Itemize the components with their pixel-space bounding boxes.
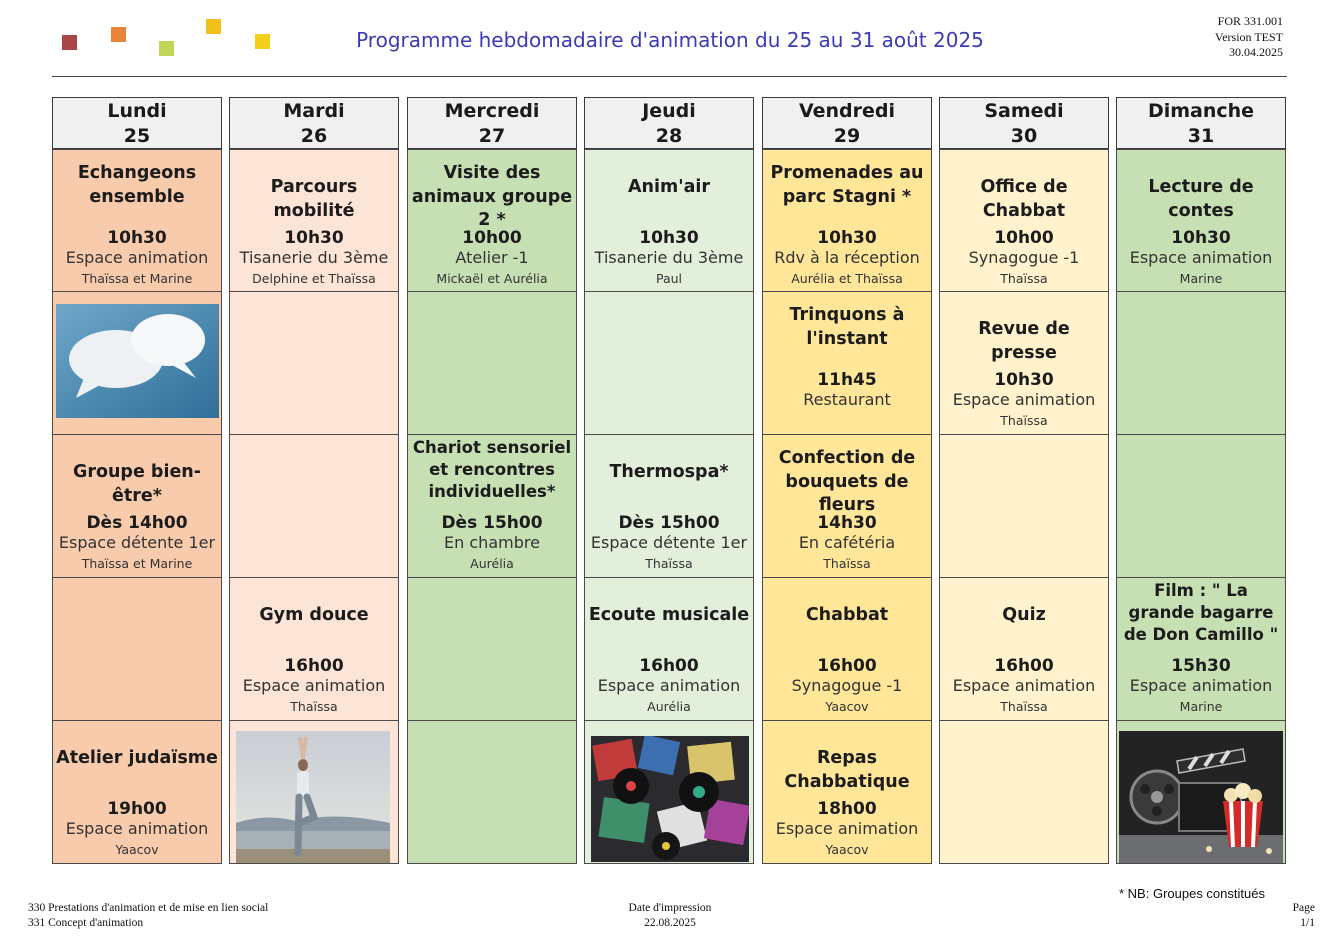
- activity-location: Espace détente 1er: [590, 533, 748, 552]
- activity-location: Espace détente 1er: [58, 533, 216, 552]
- activity-title: Atelier judaïsme: [56, 748, 218, 768]
- activity-title: Anim'air: [627, 177, 711, 197]
- activity-location: Espace animation: [242, 676, 386, 695]
- activity-time: 10h30: [994, 370, 1054, 390]
- activity-cell: [1116, 578, 1286, 721]
- logo-square: [255, 34, 270, 49]
- footer-print-date: [600, 901, 740, 931]
- activity-cell: [52, 149, 222, 292]
- day-column-lundi: [52, 97, 222, 864]
- activity-time: 16h00: [639, 656, 699, 676]
- day-header: [229, 97, 399, 149]
- image-cell: [584, 721, 754, 864]
- document-version: Version TEST: [1214, 29, 1283, 44]
- activity-staff: Aurélia et Thaïssa: [791, 271, 903, 286]
- activity-staff: Thaïssa: [290, 699, 338, 714]
- activity-cell: [1116, 149, 1286, 292]
- day-header: [52, 97, 222, 149]
- activity-staff: Paul: [655, 271, 683, 286]
- activity-time: 16h00: [284, 656, 344, 676]
- activity-time: 16h00: [994, 656, 1054, 676]
- activity-time: 18h00: [817, 799, 877, 819]
- activity-location: Espace animation: [65, 248, 209, 267]
- document-code: FOR 331.001: [1217, 14, 1283, 28]
- yoga-image: [236, 731, 390, 863]
- activity-time: 14h30: [817, 513, 877, 533]
- empty-cell: [407, 578, 577, 721]
- day-header: [584, 97, 754, 149]
- empty-cell: [229, 292, 399, 435]
- activity-staff: Thaïssa: [823, 556, 871, 571]
- speech-bubbles-image: [56, 304, 219, 418]
- activity-time: 10h30: [639, 228, 699, 248]
- logo-square: [111, 27, 126, 42]
- day-date: 25: [123, 125, 151, 147]
- day-name: Mercredi: [444, 100, 540, 122]
- activity-title: Groupe bien-être*: [72, 462, 202, 506]
- activity-cell: [584, 578, 754, 721]
- day-date: 29: [833, 125, 861, 147]
- day-date: 28: [655, 125, 683, 147]
- empty-cell: [407, 292, 577, 435]
- day-header: [762, 97, 932, 149]
- activity-title: Revue de presse: [978, 319, 1070, 363]
- activity-location: Espace animation: [952, 676, 1096, 695]
- activity-location: Espace animation: [1129, 248, 1273, 267]
- activity-staff: Marine: [1179, 699, 1223, 714]
- activity-cell: [762, 578, 932, 721]
- activity-time: 11h45: [817, 370, 877, 390]
- footer-service-line: 330 Prestations d'animation et de mise en lien social: [28, 902, 269, 914]
- day-header: [407, 97, 577, 149]
- activity-staff: Thaïssa: [1000, 699, 1048, 714]
- empty-cell: [584, 292, 754, 435]
- activity-cell: [939, 292, 1109, 435]
- empty-cell: [939, 435, 1109, 578]
- activity-location: En chambre: [444, 533, 540, 552]
- activity-title: Gym douce: [259, 605, 369, 625]
- activity-title: Parcours mobilité: [270, 177, 358, 221]
- activity-title: Confection de bouquets de fleurs: [778, 448, 916, 515]
- empty-cell: [229, 435, 399, 578]
- activity-title: Lecture de contes: [1148, 177, 1254, 221]
- activity-title: Chabbat: [805, 605, 889, 625]
- activity-cell: [407, 149, 577, 292]
- page-number: 1/1: [1300, 917, 1315, 929]
- activity-time: 10h30: [107, 228, 167, 248]
- activity-cell: [762, 149, 932, 292]
- day-column-vendredi: [762, 97, 932, 864]
- activity-cell: [229, 578, 399, 721]
- print-date-label: Date d'impression: [628, 902, 712, 914]
- cinema-clapper-popcorn-image: [1119, 731, 1283, 864]
- activity-cell: [762, 435, 932, 578]
- empty-cell: [52, 578, 222, 721]
- logo-square: [206, 19, 221, 34]
- activity-time: Dès 14h00: [86, 513, 188, 533]
- activity-staff: Thaïssa: [1000, 413, 1048, 428]
- activity-title: Repas Chabbatique: [784, 748, 910, 792]
- activity-location: Atelier -1: [455, 248, 529, 267]
- logo-square: [62, 35, 77, 50]
- activity-location: Tisanerie du 3ème: [239, 248, 389, 267]
- activity-staff: Marine: [1179, 271, 1223, 286]
- activity-time: Dès 15h00: [441, 513, 543, 533]
- activity-time: 10h30: [284, 228, 344, 248]
- day-column-dimanche: [1116, 97, 1286, 864]
- activity-cell: [584, 435, 754, 578]
- activity-cell: [407, 435, 577, 578]
- day-name: Jeudi: [642, 100, 696, 122]
- empty-cell: [939, 721, 1109, 864]
- activity-staff: Aurélia: [470, 556, 514, 571]
- page-title: Programme hebdomadaire d'animation du 25 au 31 août 2025: [356, 28, 984, 52]
- activity-location: Synagogue -1: [791, 676, 903, 695]
- logo-square: [159, 41, 174, 56]
- activity-location: Espace animation: [597, 676, 741, 695]
- image-cell: [229, 721, 399, 864]
- groups-note: * NB: Groupes constitués: [1119, 886, 1265, 901]
- activity-title: Promenades au parc Stagni *: [770, 163, 924, 207]
- activity-location: Tisanerie du 3ème: [594, 248, 744, 267]
- footer-service: [28, 901, 268, 931]
- activity-title: Film : " La grande bagarre de Don Camillo ": [1123, 581, 1279, 644]
- activity-cell: [939, 578, 1109, 721]
- image-cell: [52, 292, 222, 435]
- activity-time: 10h00: [994, 228, 1054, 248]
- day-column-samedi: [939, 97, 1109, 864]
- day-date: 31: [1187, 125, 1215, 147]
- activity-title: Chariot sensoriel et rencontres individuelles*: [412, 438, 572, 501]
- activity-location: Espace animation: [1129, 676, 1273, 695]
- activity-title: Quiz: [1002, 605, 1046, 625]
- day-date: 26: [300, 125, 328, 147]
- day-date: 30: [1010, 125, 1038, 147]
- activity-location: Espace animation: [952, 390, 1096, 409]
- activity-staff: Thaïssa: [1000, 271, 1048, 286]
- activity-title: Thermospa*: [609, 462, 729, 482]
- empty-cell: [1116, 435, 1286, 578]
- activity-cell: [229, 149, 399, 292]
- day-header: [1116, 97, 1286, 149]
- activity-staff: Thaïssa: [645, 556, 693, 571]
- activity-cell: [584, 149, 754, 292]
- page-label: Page: [1292, 902, 1315, 914]
- activity-cell: [52, 721, 222, 864]
- document-reference: [1215, 14, 1283, 61]
- activity-time: 10h30: [1171, 228, 1231, 248]
- image-cell: [1116, 721, 1286, 864]
- activity-title: Visite des animaux groupe 2 *: [411, 163, 573, 230]
- activity-title: Trinquons à l'instant: [789, 305, 905, 349]
- activity-time: 10h30: [817, 228, 877, 248]
- activity-location: En cafétéria: [798, 533, 896, 552]
- activity-staff: Yaacov: [825, 842, 869, 857]
- activity-title: Echangeons ensemble: [77, 163, 197, 207]
- footer-concept-line: 331 Concept d'animation: [28, 917, 144, 929]
- activity-time: 19h00: [107, 799, 167, 819]
- vinyl-records-image: [591, 736, 749, 862]
- header-divider: [52, 76, 1287, 77]
- day-header: [939, 97, 1109, 149]
- day-column-mercredi: [407, 97, 577, 864]
- activity-cell: [52, 435, 222, 578]
- activity-staff: Delphine et Thaïssa: [252, 271, 376, 286]
- day-name: Dimanche: [1147, 100, 1255, 122]
- activity-time: 16h00: [817, 656, 877, 676]
- day-name: Lundi: [107, 100, 167, 122]
- day-name: Mardi: [283, 100, 345, 122]
- activity-time: 10h00: [462, 228, 522, 248]
- day-name: Samedi: [984, 100, 1064, 122]
- activity-staff: Thaïssa et Marine: [81, 556, 193, 571]
- activity-location: Espace animation: [65, 819, 209, 838]
- day-column-mardi: [229, 97, 399, 864]
- day-name: Vendredi: [798, 100, 896, 122]
- activity-staff: Mickaël et Aurélia: [436, 271, 548, 286]
- footer-page: [1293, 901, 1315, 931]
- activity-cell: [762, 292, 932, 435]
- activity-time: Dès 15h00: [618, 513, 720, 533]
- activity-time: 15h30: [1171, 656, 1231, 676]
- activity-location: Synagogue -1: [968, 248, 1080, 267]
- activity-location: Espace animation: [775, 819, 919, 838]
- activity-title: Ecoute musicale: [588, 605, 750, 625]
- day-date: 27: [478, 125, 506, 147]
- day-column-jeudi: [584, 97, 754, 864]
- activity-location: Rdv à la réception: [774, 248, 920, 267]
- activity-cell: [762, 721, 932, 864]
- activity-location: Restaurant: [803, 390, 891, 409]
- activity-staff: Aurélia: [647, 699, 691, 714]
- print-date-value: 22.08.2025: [644, 917, 696, 929]
- activity-staff: Yaacov: [115, 842, 159, 857]
- activity-cell: [939, 149, 1109, 292]
- activity-title: Office de Chabbat: [980, 177, 1068, 221]
- empty-cell: [407, 721, 577, 864]
- activity-staff: Thaïssa et Marine: [81, 271, 193, 286]
- document-date: 30.04.2025: [1229, 45, 1283, 59]
- activity-staff: Yaacov: [825, 699, 869, 714]
- empty-cell: [1116, 292, 1286, 435]
